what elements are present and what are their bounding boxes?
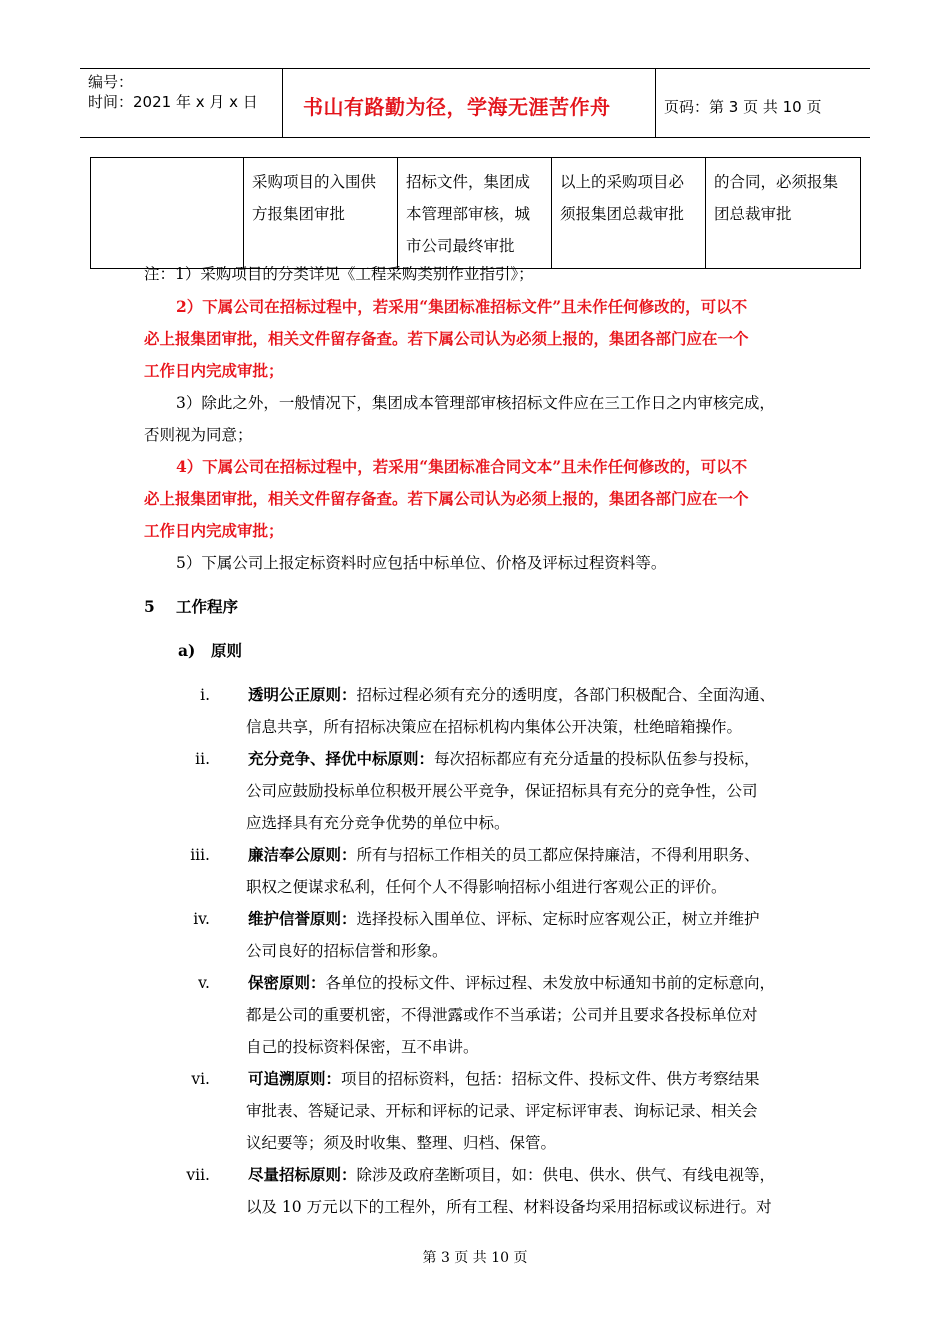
note-2-line-1: 2）下属公司在招标过程中，若采用“集团标准招标文件”且未作任何修改的，可以不 xyxy=(176,297,748,316)
approval-table xyxy=(90,157,861,269)
principle-text: 职权之便谋求私利，任何个人不得影响招标小组进行客观公正的评价。 xyxy=(246,878,727,896)
list-item xyxy=(248,743,760,775)
document-date: 时间：2021 年 x 月 x 日 xyxy=(88,93,258,111)
note-4-line-3: 工作日内完成审批； xyxy=(144,521,284,540)
list-item xyxy=(248,679,775,711)
table-cell: 的合同，必须报集团总裁审批 xyxy=(706,158,861,269)
list-item xyxy=(248,903,760,935)
principle-text: 所有与招标工作相关的员工都应保持廉洁，不得利用职务、 xyxy=(356,846,760,864)
principle-title: 廉洁奉公原则： xyxy=(248,845,357,864)
note-1: 注：1）采购项目的分类详见《工程采购类别作业指引》； xyxy=(144,265,534,283)
header-left-cell xyxy=(80,69,282,137)
page-header xyxy=(80,68,870,138)
note-3-line-1: 3）除此之外，一般情况下，集团成本管理部审核招标文件应在三工作日之内审核完成， xyxy=(176,394,775,412)
list-item xyxy=(248,1063,760,1095)
note-3-line-2: 否则视为同意； xyxy=(144,426,253,444)
note-4-line-1: 4）下属公司在招标过程中，若采用“集团标准合同文本”且未作任何修改的，可以不 xyxy=(176,457,748,476)
principle-text: 每次招标都应有充分适量的投标队伍参与投标， xyxy=(434,750,760,768)
list-item xyxy=(248,839,760,871)
principle-text: 公司应鼓励投标单位积极开展公平竞争，保证招标具有充分的竞争性，公司 xyxy=(246,782,758,800)
list-item-number: vii. xyxy=(186,1166,210,1184)
table-cell xyxy=(91,158,244,269)
list-item-number: vi. xyxy=(191,1070,210,1088)
principle-text: 以及 10 万元以下的工程外，所有工程、材料设备均采用招标或议标进行。对 xyxy=(246,1198,772,1216)
principle-title: 尽量招标原则： xyxy=(248,1165,357,1184)
principle-text: 自己的投标资料保密，互不串讲。 xyxy=(246,1038,479,1056)
note-5: 5）下属公司上报定标资料时应包括中标单位、价格及评标过程资料等。 xyxy=(176,554,667,572)
table-cell: 采购项目的入围供方报集团审批 xyxy=(244,158,398,269)
list-item xyxy=(248,1159,775,1191)
principle-text: 审批表、答疑记录、开标和评标的记录、评定标评审表、询标记录、相关会 xyxy=(246,1102,758,1120)
document-number-label: 编号： xyxy=(88,73,134,91)
principle-text: 除涉及政府垄断项目，如：供电、供水、供气、有线电视等， xyxy=(356,1166,776,1184)
principle-text: 应选择具有充分竞争优势的单位中标。 xyxy=(246,814,510,832)
principle-title: 维护信誉原则： xyxy=(248,909,357,928)
header-page-info: 页码：第 3 页 共 10 页 xyxy=(664,98,822,116)
section-number: 5 xyxy=(144,597,155,616)
table-cell: 招标文件，集团成本管理部审核，城市公司最终审批 xyxy=(398,158,552,269)
principle-text: 都是公司的重要机密，不得泄露或作不当承诺；公司并且要求各投标单位对 xyxy=(246,1006,758,1024)
subsection-title: 原则 xyxy=(211,641,243,660)
note-2-line-2: 必上报集团审批，相关文件留存备查。若下属公司认为必须上报的，集团各部门应在一个 xyxy=(144,329,749,348)
principle-text: 招标过程必须有充分的透明度，各部门积极配合、全面沟通、 xyxy=(356,686,776,704)
principle-title: 充分竞争、择优中标原则： xyxy=(248,749,435,768)
subsection-label: a) xyxy=(178,641,196,660)
list-item-number: v. xyxy=(198,974,210,992)
page-footer: 第 3 页 共 10 页 xyxy=(422,1250,528,1266)
principle-text: 议纪要等；须及时收集、整理、归档、保管。 xyxy=(246,1134,557,1152)
header-motto: 书山有路勤为径，学海无涯苦作舟 xyxy=(303,95,611,119)
table-row xyxy=(91,158,861,269)
principle-text: 项目的招标资料，包括：招标文件、投标文件、供方考察结果 xyxy=(341,1070,760,1088)
list-item-number: ii. xyxy=(195,750,210,768)
principle-text: 选择投标入围单位、评标、定标时应客观公正，树立并维护 xyxy=(356,910,760,928)
table-cell: 以上的采购项目必须报集团总裁审批 xyxy=(552,158,706,269)
principle-title: 保密原则： xyxy=(248,973,326,992)
list-item xyxy=(248,967,775,999)
principle-text: 公司良好的招标信誉和形象。 xyxy=(246,942,448,960)
list-item-number: iii. xyxy=(190,846,210,864)
header-right-cell xyxy=(656,69,870,137)
principle-title: 可追溯原则： xyxy=(248,1069,342,1088)
list-item-number: iv. xyxy=(193,910,210,928)
note-4-line-2: 必上报集团审批，相关文件留存备查。若下属公司认为必须上报的，集团各部门应在一个 xyxy=(144,489,749,508)
list-item-number: i. xyxy=(200,686,210,704)
principle-text: 信息共享，所有招标决策应在招标机构内集体公开决策，杜绝暗箱操作。 xyxy=(246,718,743,736)
header-center-cell xyxy=(282,69,656,137)
principle-title: 透明公正原则： xyxy=(248,685,357,704)
note-2-line-3: 工作日内完成审批； xyxy=(144,361,284,380)
section-title: 工作程序 xyxy=(176,597,239,616)
principle-text: 各单位的投标文件、评标过程、未发放中标通知书前的定标意向， xyxy=(325,974,776,992)
